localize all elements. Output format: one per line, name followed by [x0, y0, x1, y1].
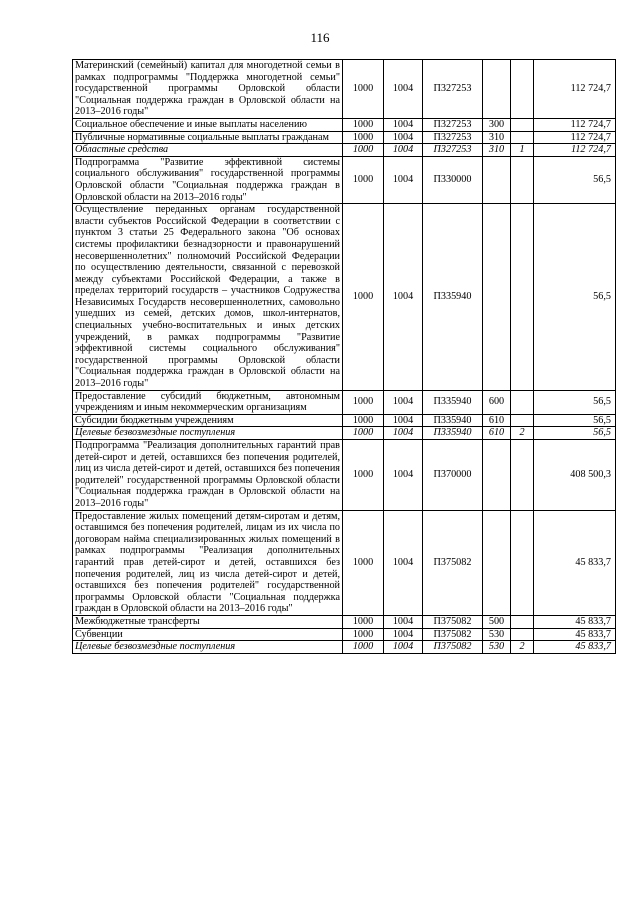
budget-table	[72, 59, 616, 654]
table-row	[73, 156, 616, 203]
row-expense-type-code: 610	[483, 427, 511, 440]
row-subsection-code: 1004	[384, 156, 423, 203]
row-amount: 112 724,7	[534, 118, 616, 131]
row-expense-type-code: 500	[483, 615, 511, 628]
row-subsection-code: 1004	[384, 414, 423, 427]
row-subsection-code: 1004	[384, 131, 423, 144]
row-expense-type-code: 310	[483, 144, 511, 157]
table-row	[73, 427, 616, 440]
row-funding-source-code	[511, 156, 534, 203]
row-name: Предоставление субсидий бюджетным, автономным учреждениям и иным некоммерческим организациям	[73, 390, 343, 414]
row-name: Предоставление жилых помещений детям-сиротам и детям, оставшимся без попечения родителей, лицам из их числа по договорам найма специализированных жилых помещений в рамках подпрограммы "Реализация дополнительных гарантий прав детей-сирот и детей, оставшихся без попечения родителей, лиц из числа детей-сирот и детей, оставшихся без попечения родителей" государственной программы Орловской области "Социальная поддержка граждан в Орловской области на 2013–2016 годы"	[73, 510, 343, 615]
row-subsection-code: 1004	[384, 641, 423, 654]
row-name: Целевые безвозмездные поступления	[73, 641, 343, 654]
row-target-item-code: П327253	[423, 118, 483, 131]
row-amount: 45 833,7	[534, 641, 616, 654]
row-funding-source-code: 2	[511, 427, 534, 440]
row-subsection-code: 1004	[384, 427, 423, 440]
row-target-item-code: П335940	[423, 390, 483, 414]
row-section-code: 1000	[343, 390, 384, 414]
row-funding-source-code: 1	[511, 144, 534, 157]
row-subsection-code: 1004	[384, 390, 423, 414]
row-expense-type-code: 530	[483, 641, 511, 654]
row-amount: 56,5	[534, 156, 616, 203]
table-row	[73, 628, 616, 641]
row-subsection-code: 1004	[384, 118, 423, 131]
row-section-code: 1000	[343, 427, 384, 440]
row-subsection-code: 1004	[384, 440, 423, 511]
row-expense-type-code: 310	[483, 131, 511, 144]
row-name: Социальное обеспечение и иные выплаты населению	[73, 118, 343, 131]
row-name: Целевые безвозмездные поступления	[73, 427, 343, 440]
row-target-item-code: П375082	[423, 641, 483, 654]
row-target-item-code: П327253	[423, 144, 483, 157]
row-expense-type-code: 600	[483, 390, 511, 414]
row-section-code: 1000	[343, 510, 384, 615]
table-row	[73, 510, 616, 615]
row-funding-source-code	[511, 118, 534, 131]
budget-table-body	[73, 60, 616, 654]
row-target-item-code: П375082	[423, 615, 483, 628]
row-expense-type-code: 610	[483, 414, 511, 427]
row-expense-type-code	[483, 60, 511, 119]
row-section-code: 1000	[343, 144, 384, 157]
row-expense-type-code: 300	[483, 118, 511, 131]
row-expense-type-code	[483, 510, 511, 615]
row-name: Субвенции	[73, 628, 343, 641]
row-section-code: 1000	[343, 118, 384, 131]
row-subsection-code: 1004	[384, 144, 423, 157]
table-row	[73, 144, 616, 157]
row-amount: 56,5	[534, 390, 616, 414]
row-section-code: 1000	[343, 204, 384, 391]
row-name: Субсидии бюджетным учреждениям	[73, 414, 343, 427]
row-name: Публичные нормативные социальные выплаты гражданам	[73, 131, 343, 144]
row-expense-type-code	[483, 440, 511, 511]
row-target-item-code: П370000	[423, 440, 483, 511]
row-amount: 408 500,3	[534, 440, 616, 511]
row-funding-source-code	[511, 60, 534, 119]
row-amount: 45 833,7	[534, 615, 616, 628]
row-name: Осуществление переданных органам государственной власти субъектов Российской Федерации в соответствии с пунктом 3 статьи 25 Федерального закона "Об основах системы профилактики безнадзорности и правонарушений несовершеннолетних" полномочий Российской Федерации по осуществлению деятельности, связанной с перевозкой между субъектами Российской Федерации, а также в пределах территорий государств – участников Содружества Независимых Государств несовершеннолетних, самовольно ушедших из семей, детских домов, школ-интернатов, специальных учебно-воспитательных и иных детских учреждений, в рамках подпрограммы "Развитие эффективной системы социального обслуживания" государственной программы Орловской области "Социальная поддержка граждан в Орловской области на 2013–2016 годы"	[73, 204, 343, 391]
row-section-code: 1000	[343, 641, 384, 654]
row-funding-source-code	[511, 628, 534, 641]
row-amount: 112 724,7	[534, 60, 616, 119]
row-section-code: 1000	[343, 628, 384, 641]
row-name: Подпрограмма "Развитие эффективной системы социального обслуживания" государственной программы Орловской области "Социальная поддержка граждан в Орловской области на 2013–2016 годы"	[73, 156, 343, 203]
row-funding-source-code	[511, 390, 534, 414]
row-section-code: 1000	[343, 156, 384, 203]
row-funding-source-code	[511, 131, 534, 144]
row-amount: 56,5	[534, 414, 616, 427]
table-row	[73, 414, 616, 427]
row-subsection-code: 1004	[384, 628, 423, 641]
row-amount: 56,5	[534, 204, 616, 391]
row-target-item-code: П335940	[423, 204, 483, 391]
row-name: Межбюджетные трансферты	[73, 615, 343, 628]
row-amount: 45 833,7	[534, 510, 616, 615]
row-expense-type-code: 530	[483, 628, 511, 641]
row-amount: 45 833,7	[534, 628, 616, 641]
row-target-item-code: П335940	[423, 427, 483, 440]
row-section-code: 1000	[343, 615, 384, 628]
table-row	[73, 440, 616, 511]
row-subsection-code: 1004	[384, 60, 423, 119]
row-expense-type-code	[483, 204, 511, 391]
row-amount: 112 724,7	[534, 131, 616, 144]
row-target-item-code: П335940	[423, 414, 483, 427]
table-row	[73, 118, 616, 131]
row-target-item-code: П375082	[423, 628, 483, 641]
table-row	[73, 641, 616, 654]
table-row	[73, 131, 616, 144]
row-target-item-code: П330000	[423, 156, 483, 203]
row-section-code: 1000	[343, 414, 384, 427]
table-row	[73, 60, 616, 119]
row-funding-source-code	[511, 615, 534, 628]
row-section-code: 1000	[343, 131, 384, 144]
table-row	[73, 204, 616, 391]
row-name: Областные средства	[73, 144, 343, 157]
table-row	[73, 390, 616, 414]
row-amount: 56,5	[534, 427, 616, 440]
row-name: Материнский (семейный) капитал для многодетной семьи в рамках подпрограммы "Поддержка многодетной семьи" государственной программы Орловской области "Социальная поддержка граждан в Орловской области на 2013–2016 годы"	[73, 60, 343, 119]
page-number: 116	[310, 30, 330, 45]
row-section-code: 1000	[343, 440, 384, 511]
row-target-item-code: П375082	[423, 510, 483, 615]
row-amount: 112 724,7	[534, 144, 616, 157]
row-funding-source-code	[511, 510, 534, 615]
row-funding-source-code	[511, 414, 534, 427]
row-section-code: 1000	[343, 60, 384, 119]
row-subsection-code: 1004	[384, 510, 423, 615]
table-row	[73, 615, 616, 628]
row-funding-source-code: 2	[511, 641, 534, 654]
row-target-item-code: П327253	[423, 60, 483, 119]
row-name: Подпрограмма "Реализация дополнительных гарантий прав детей-сирот и детей, оставшихся без попечения родителей, лиц из числа детей-сирот и детей, оставшихся без попечения родителей" государственной программы Орловской области "Социальная поддержка граждан в Орловской области на 2013–2016 годы"	[73, 440, 343, 511]
row-subsection-code: 1004	[384, 204, 423, 391]
row-target-item-code: П327253	[423, 131, 483, 144]
row-funding-source-code	[511, 204, 534, 391]
row-expense-type-code	[483, 156, 511, 203]
row-subsection-code: 1004	[384, 615, 423, 628]
row-funding-source-code	[511, 440, 534, 511]
